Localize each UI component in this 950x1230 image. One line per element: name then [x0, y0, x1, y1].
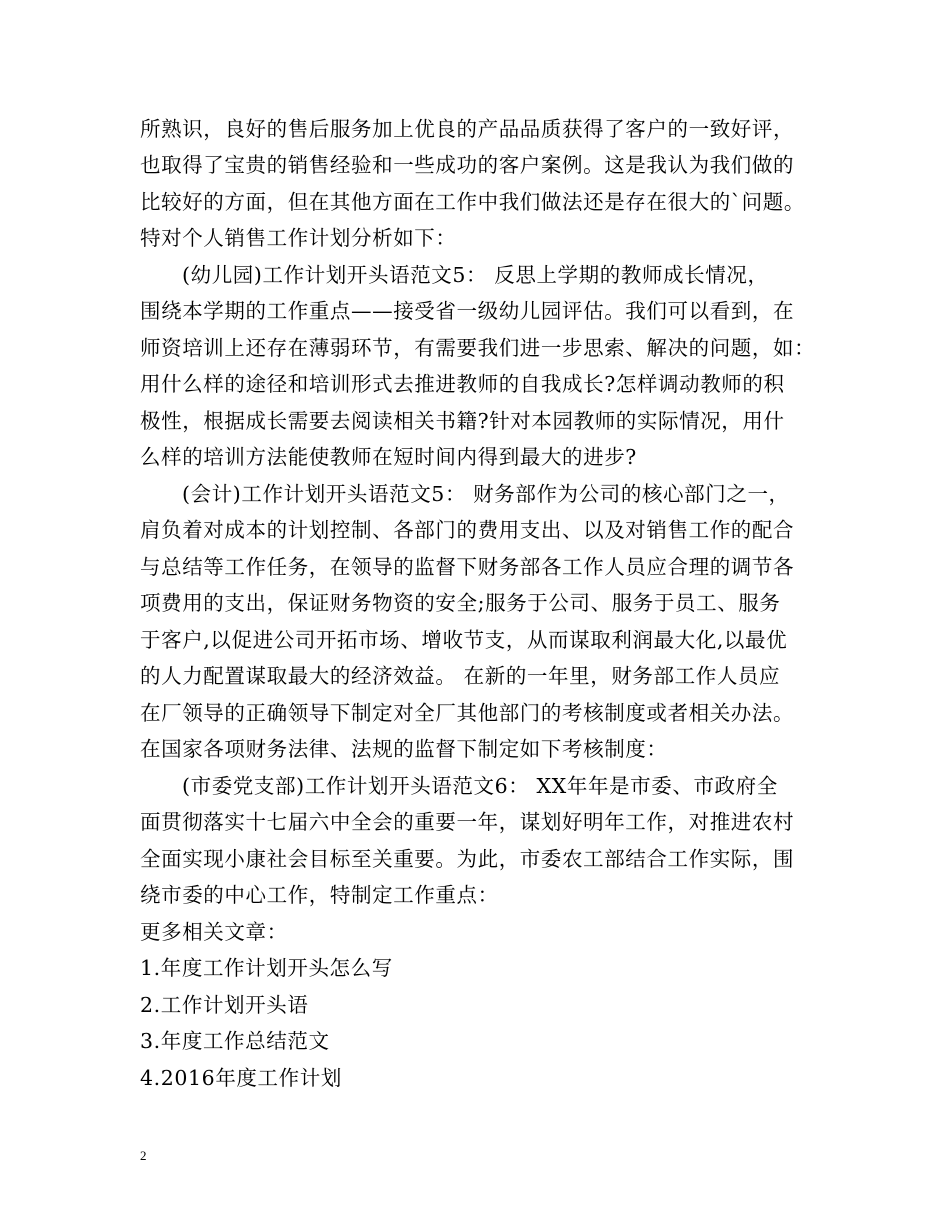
paragraph-start-party-branch: (市委党支部)工作计划开头语范文6： XX年年是市委、市政府全 [182, 774, 778, 798]
text-line: 面贯彻落实十七届六中全会的重要一年，谋划好明年工作，对推进农村 [140, 810, 795, 834]
related-article-link[interactable]: 1.年度工作计划开头怎么写 [140, 956, 393, 980]
text-line: 围绕本学期的工作重点——接受省一级幼儿园评估。我们可以看到，在 [140, 299, 795, 323]
related-article-link[interactable]: 2.工作计划开头语 [140, 993, 309, 1017]
text-line: 比较好的方面，但在其他方面在工作中我们做法还是存在很大的`问题。 [140, 190, 805, 214]
related-articles-heading: 更多相关文章： [140, 920, 288, 944]
text-line: 用什么样的途径和培训形式去推进教师的自我成长?怎样调动教师的积 [140, 372, 785, 396]
text-line: 师资培训上还存在薄弱环节，有需要我们进一步思索、解决的问题，如： [140, 336, 816, 360]
text-line: 在国家各项财务法律、法规的监督下制定如下考核制度： [140, 737, 668, 761]
text-line: 绕市委的中心工作，特制定工作重点： [140, 883, 499, 907]
text-line: 么样的培训方法能使教师在短时间内得到最大的进步? [140, 445, 637, 469]
paragraph-start-accounting: (会计)工作计划开头语范文5： 财务部作为公司的核心部门之一， [182, 482, 790, 506]
text-line: 所熟识，良好的售后服务加上优良的产品品质获得了客户的一致好评， [140, 117, 795, 141]
text-line: 在厂领导的正确领导下制定对全厂其他部门的考核制度或者相关办法。 [140, 701, 795, 725]
text-line: 也取得了宝贵的销售经验和一些成功的客户案例。这是我认为我们做的 [140, 153, 795, 177]
text-line: 肩负着对成本的计划控制、各部门的费用支出、以及对销售工作的配合 [140, 518, 795, 542]
text-line: 特对个人销售工作计划分析如下： [140, 226, 457, 250]
related-article-link[interactable]: 3.年度工作总结范文 [140, 1029, 330, 1053]
page-number: 2 [140, 1148, 147, 1163]
related-article-link[interactable]: 4.2016年度工作计划 [140, 1066, 342, 1090]
text-line: 项费用的支出，保证财务物资的安全;服务于公司、服务于员工、服务 [140, 591, 781, 615]
text-line: 与总结等工作任务，在领导的监督下财务部各工作人员应合理的调节各 [140, 555, 795, 579]
text-line: 的人力配置谋取最大的经济效益。 在新的一年里，财务部工作人员应 [140, 664, 781, 688]
text-line: 全面实现小康社会目标至关重要。为此，市委农工部结合工作实际，围 [140, 847, 795, 871]
text-line: 极性，根据成长需要去阅读相关书籍?针对本园教师的实际情况，用什 [140, 409, 785, 433]
text-line: 于客户,以促进公司开拓市场、增收节支，从而谋取利润最大化,以最优 [140, 628, 788, 652]
paragraph-start-kindergarten: (幼儿园)工作计划开头语范文5： 反思上学期的教师成长情况， [182, 263, 769, 287]
